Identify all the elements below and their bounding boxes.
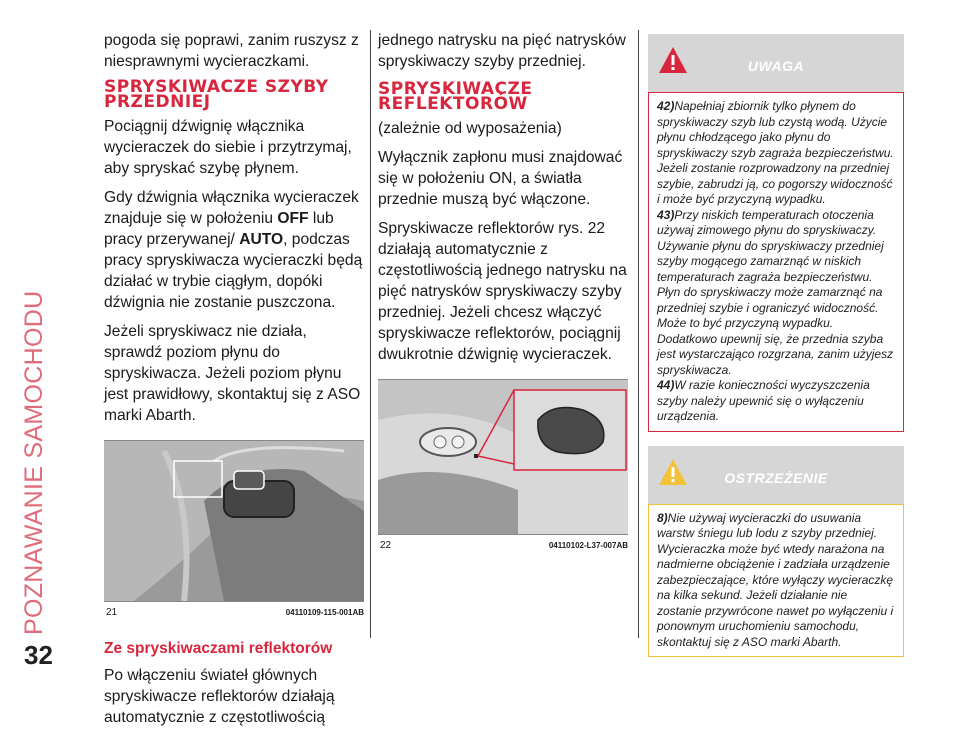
paragraph: Wyłącznik zapłonu musi znajdować się w położeniu ON, a światła przednie muszą być włączone. [378, 149, 623, 208]
paragraph: pogoda się poprawi, zanim ruszysz z niesprawnymi wycieraczkami. [104, 32, 359, 70]
caution-box-body [648, 92, 904, 432]
warning-box-header [648, 446, 904, 504]
figure-code: 04110102-L37-007AB [548, 541, 628, 550]
keyword-auto: AUTO [239, 231, 284, 248]
column-2 [378, 30, 630, 553]
note-44: 44)W razie konieczności wyczyszczenia szyby należy upewnić się o wyłączeniu urządzenia. [657, 378, 870, 423]
column-divider [370, 30, 371, 638]
paragraph: Spryskiwacze reflektorów rys. 22 działają automatycznie z częstotliwością jednego natrysku na pięć natrysków spryskiwaczy szyby przedniej. Jeżeli chcesz włączyć spryskiwacze reflektorów, pociągnij dwukrotnie dźwignię wycieraczek. [378, 220, 627, 363]
page-number: 32 [24, 640, 53, 670]
column-3 [648, 34, 904, 657]
paragraph: jednego natrysku na pięć natrysków spryskiwaczy szyby przedniej. [378, 32, 626, 70]
caution-title: UWAGA [747, 58, 805, 74]
figure-number: 22 [380, 540, 392, 551]
paragraph: Jeżeli spryskiwacz nie działa, sprawdź poziom płynu do spryskiwacza. Jeżeli poziom płynu jest prawidłowy, skontaktuj się z ASO marki Abarth. [104, 323, 361, 424]
warning-title: OSTRZEŻENIE [724, 469, 828, 486]
note-43: 43)Przy niskich temperaturach otoczenia używaj zimowego płynu do spryskiwaczy. Używanie płynu do spryskiwaczy przedniej szyby mogącego zamarznąć w niskich temperaturach zagraża bezpieczeństwu. Płyn do spryskiwaczy może zamarznąć na przedniej szybie i ograniczyć widoczność. Może to być przyczyną wypadku. Dodatkowo upewnij się, że przednia szyba jest wystarczająco rozgrzana, zanim użyjesz spryskiwacza. [657, 207, 894, 377]
figure-22-image [378, 379, 628, 535]
paragraph-lever-positions: Gdy dźwignia włącznika wycieraczek znajduje się w położeniu OFF lub pracy przerywanej/ AUTO, podczas pracy spryskiwacza wycieraczki będą działać w trybie ciągłym, dopóki dźwignia nie zostanie puszczona. [104, 189, 363, 311]
note-8: 8)Nie używaj wycieraczki do usuwania warstw śniegu lub lodu z szyby przedniej. Wycieraczka może być wtedy narażona na nadmierne obciążenie i zadziała urządzenie zabezpieczające, które wyłączy wycieraczkę na kilka sekund. Jeżeli działanie nie zostanie przywrócone nawet po wyłączeniu i ponownym uruchomieniu samochodu, skontaktuj się z ASO marki Abarth. [657, 510, 894, 649]
column-1 [104, 30, 366, 736]
paragraph: Po włączeniu świateł głównych spryskiwacze reflektorów działają automatycznie z częstotliwością [104, 667, 335, 726]
note-42: 42)Napełniaj zbiornik tylko płynem do spryskiwaczy szyb lub czystą wodą. Użycie płynu chłodzącego jako płynu do spryskiwaczy szyb zagraża bezpieczeństwu. Jeżeli zostanie rozprowadzony na przedniej szybie, zabrudzi ją, co pogorszy widoczność i może być przyczyną wypadku. [657, 99, 894, 206]
figure-code: 04110109-115-001AB [285, 608, 364, 617]
section-heading-windshield-washers: SPRYSKIWACZE SZYBY PRZEDNIEJ [104, 77, 329, 112]
warning-box-body [648, 504, 904, 658]
figure-22-caption [378, 535, 630, 553]
keyword-off: OFF [277, 210, 309, 227]
section-heading-headlamp-washers: SPRYSKIWACZE REFLEKTORÓW [378, 79, 533, 114]
equipment-note: (zależnie od wyposażenia) [378, 120, 562, 137]
column-divider [638, 30, 639, 638]
subsection-heading-headlamp-washers: Ze spryskiwaczami reflektorów [104, 640, 333, 657]
caution-box-header [648, 34, 904, 92]
paragraph: Pociągnij dźwignię włącznika wycieraczek do siebie i przytrzymaj, aby spryskać szybę płynem. [104, 118, 352, 177]
figure-number: 21 [106, 607, 118, 618]
figure-21-image [104, 440, 364, 602]
figure-21-caption [104, 602, 366, 620]
